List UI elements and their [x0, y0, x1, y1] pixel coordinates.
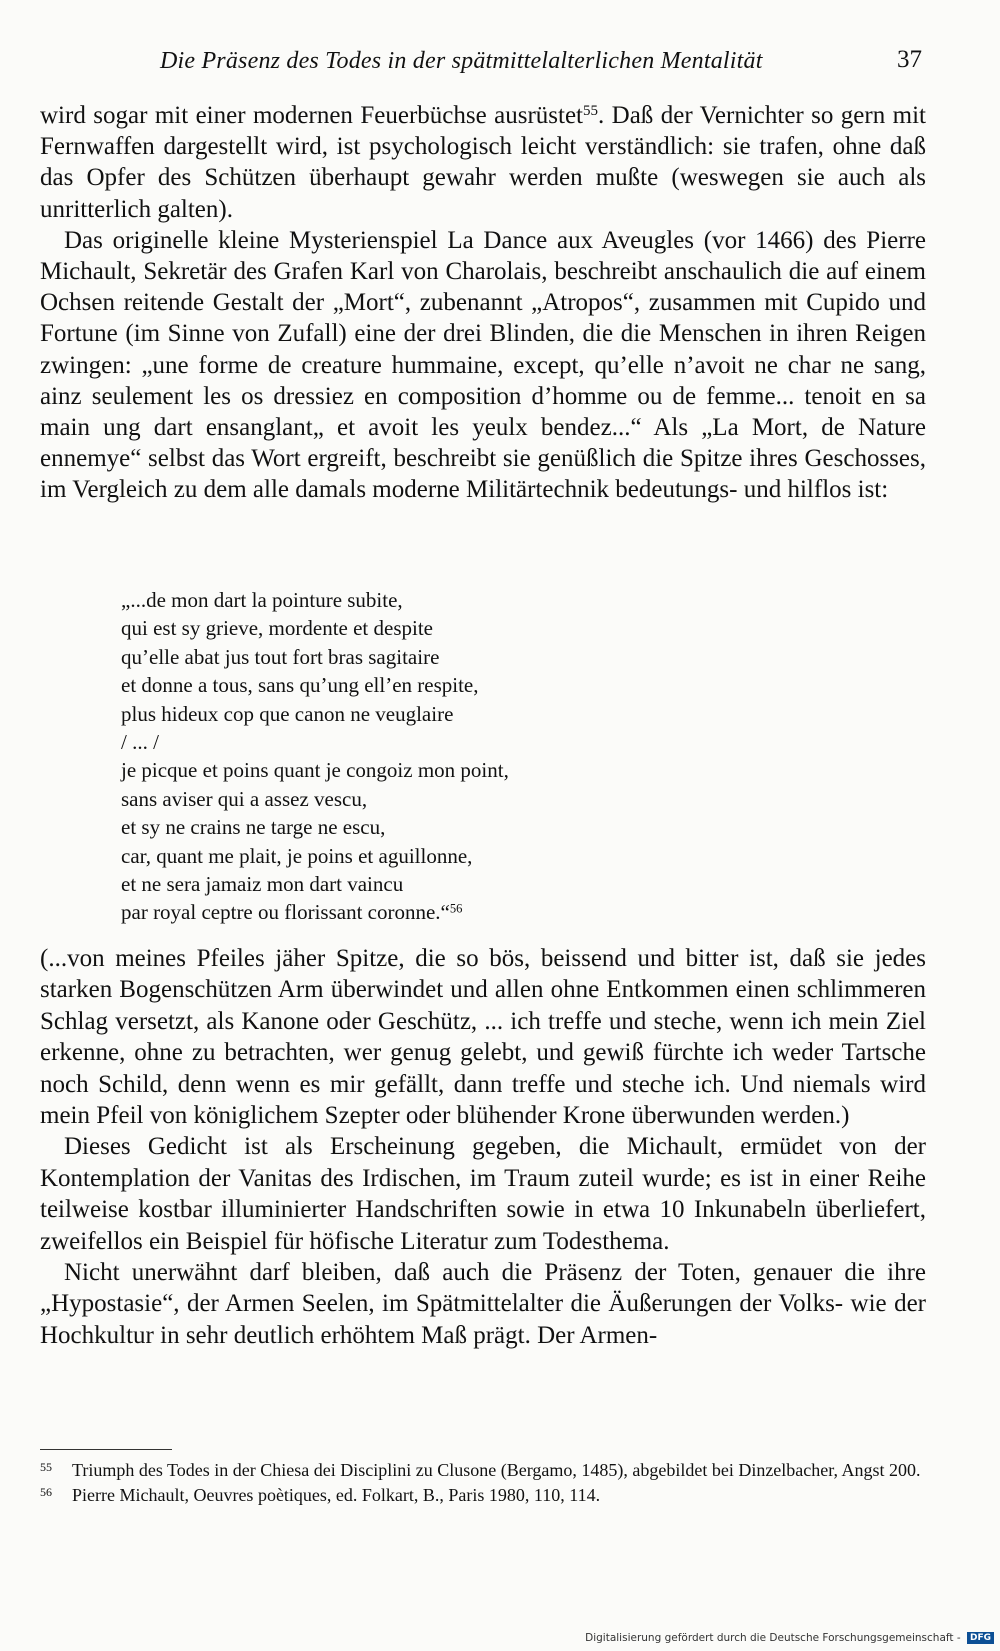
paragraph-1	[40, 100, 926, 225]
dfg-logo: DFG	[967, 1632, 994, 1644]
footnote-divider	[40, 1449, 172, 1450]
poem-line: et donne a tous, sans qu’ung ell’en respite,	[121, 673, 479, 698]
main-text	[40, 100, 926, 506]
paragraph-2: Das originelle kleine Mysterienspiel La Dance aux Aveugles (vor 1466) des Pierre Michault, Sekretär des Grafen Karl von Charolais, beschreibt anschaulich die auf einem Ochsen reitende Gestalt der „Mort“, zubenannt „Atropos“, zusammen mit Cupido und Fortune (im Sinne von Zufall) eine der drei Blinden, die die Menschen in ihren Reigen zwingen: „une forme de creature hummaine, except, qu’elle n’avoit ne char ne sang, ainz seulement les os dressiez en composition d’homme ou de femme... tenoit en sa main ung dart ensanglant„ et avoit les yeulx bendez...“ Als „La Mort, de Nature ennemye“ selbst das Wort ergreift, beschreibt sie genüßlich die Spitze ihres Geschosses, im Vergleich zu dem alle damals moderne Militärtechnik bedeutungs- und hilflos ist:	[40, 226, 926, 504]
paragraph-4: Dieses Gedicht ist als Erscheinung gegeben, die Michault, ermüdet von der Kontemplation der Vanitas des Irdischen, im Traum zuteil wurde; es ist in einer Reihe teilweise kostbar illuminierter Handschriften sowie in etwa 10 Inkunabeln überliefert, zweifellos ein Beispiel für höfische Literatur zum Todesthema.	[40, 1133, 926, 1255]
credit-text: Digitalisierung gefördert durch die Deutsche Forschungsgemeinschaft -	[585, 1632, 961, 1644]
footnote-55	[40, 1458, 926, 1483]
paragraph-1-rest: . Daß der Vernichter so gern mit Fernwaffen dargestellt wird, ist psychologisch leicht verständlich: sie trafen, ohne daß das Opfer des Schützen überhaupt gewahr werden mußte (weswegen sie auch als unritterlich galten).	[40, 102, 926, 223]
footnote-text: Pierre Michault, Oeuvres poètiques, ed. Folkart, B., Paris 1980, 110, 114.	[72, 1485, 601, 1505]
poem-quotation	[121, 586, 681, 927]
running-head	[160, 48, 950, 82]
running-title: Die Präsenz des Todes in der spätmittelalterlichen Mentalität	[160, 48, 763, 74]
poem-line: sans aviser qui a assez vescu,	[121, 786, 368, 811]
poem-line: et sy ne crains ne targe ne escu,	[121, 815, 386, 840]
paragraph-5: Nicht unerwähnt darf bleiben, daß auch die Präsenz der Toten, genauer die ihre „Hypostasie“, der Armen Seelen, im Spätmittelalter die Äußerungen der Volks- wie der Hochkultur in sehr deutlich erhöhtem Maß prägt. Der Armen-	[40, 1259, 926, 1349]
footnote-text: Triumph des Todes in der Chiesa dei Disciplini zu Clusone (Bergamo, 1485), abgebildet bei Dinzelbacher, Angst 200.	[72, 1460, 921, 1480]
poem-line: „...de mon dart la pointure subite,	[121, 588, 403, 612]
poem-line: plus hideux cop que canon ne veuglaire	[121, 701, 454, 726]
translation-and-continuation	[40, 943, 926, 1351]
footnote-ref-55[interactable]: 55	[582, 103, 598, 120]
paragraph-1-start: wird sogar mit einer modernen Feuerbüchse ausrüstet	[40, 102, 583, 129]
poem-line: et ne sera jamaiz mon dart vaincu	[121, 872, 404, 897]
poem-line: / ... /	[121, 730, 159, 755]
poem-line: qu’elle abat jus tout fort bras sagitaire	[121, 644, 440, 669]
footnotes	[40, 1458, 926, 1508]
footnote-number: 55	[40, 1460, 52, 1474]
digitization-credit	[585, 1632, 994, 1644]
poem-line: qui est sy grieve, mordente et despite	[121, 616, 433, 641]
poem-line: je picque et poins quant je congoiz mon point,	[121, 758, 509, 783]
poem-line-last	[121, 898, 681, 926]
poem-line: car, quant me plait, je poins et aguillonne,	[121, 843, 473, 868]
footnote-56	[40, 1483, 926, 1508]
poem-last-text: par royal ceptre ou florissant coronne.“	[121, 900, 450, 925]
page-number: 37	[897, 46, 922, 73]
footnote-ref-56[interactable]: 56	[449, 901, 463, 916]
footnote-number: 56	[40, 1485, 52, 1499]
paragraph-3: (...von meines Pfeiles jäher Spitze, die so bös, beissend und bitter ist, daß sie jedes starken Bogenschützen Arm überwindet und allen ohne Entkommen einen schlimmeren Schlag versetzt, als Kanone oder Geschütz, ... ich treffe und steche, wenn ich mein Ziel erkenne, ohne zu betrachten, wer genug gelebt, und gewiß fürchte ich weder Tartsche noch Schild, denn wenn es mir gefällt, dann treffe und steche ich. Und niemals wird mein Pfeil von königlichem Szepter oder blühender Krone überwunden werden.)	[40, 945, 926, 1130]
